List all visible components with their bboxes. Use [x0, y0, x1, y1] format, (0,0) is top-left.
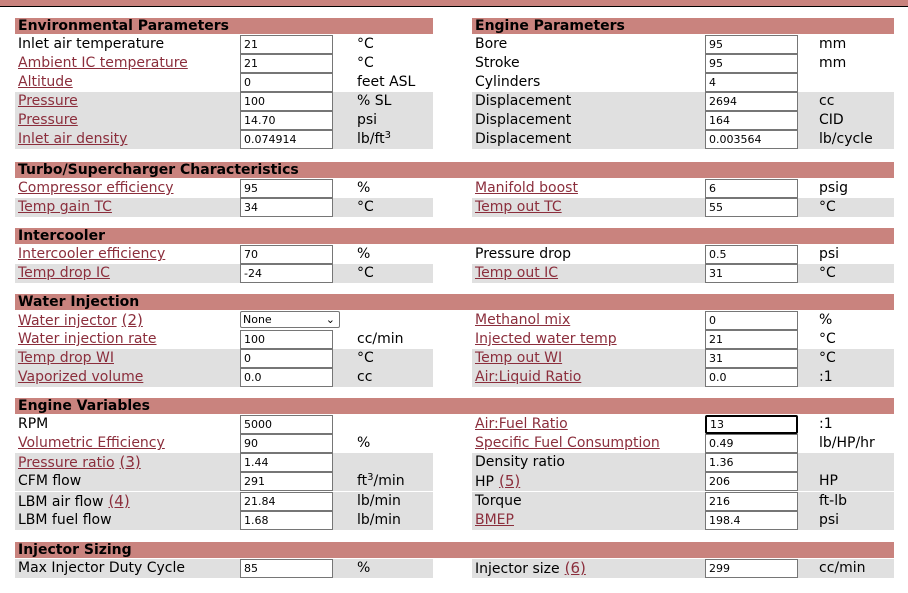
- displacement-lb-label: Displacement: [475, 131, 572, 147]
- lbm-air-flow-input[interactable]: [240, 492, 333, 511]
- row-hp: [472, 472, 894, 491]
- row-torque: [472, 492, 894, 511]
- inlet-air-temperature-input[interactable]: [240, 35, 333, 54]
- intercooler-efficiency-unit: %: [357, 246, 371, 262]
- ambient-ic-temperature-unit: °C: [357, 55, 374, 71]
- row-specific-fuel-consumption: [472, 434, 894, 453]
- row-inlet-air-temperature: [15, 35, 433, 54]
- injected-water-temp-unit: °C: [819, 331, 836, 347]
- torque-unit: ft-lb: [819, 493, 847, 509]
- inlet-air-density-unit: $lb/ft^3$: [357, 130, 392, 147]
- injected-water-temp-link[interactable]: Injected water temp: [475, 331, 617, 347]
- inlet-air-density-input[interactable]: [240, 130, 333, 149]
- section-header-injector-sizing: Injector Sizing: [15, 542, 894, 558]
- temp-gain-tc-unit: °C: [357, 199, 374, 215]
- density-ratio-label: Density ratio: [475, 454, 565, 470]
- displacement-lb-input[interactable]: [705, 130, 798, 149]
- pressure-drop-label: Pressure drop: [475, 246, 572, 262]
- lbm-air-flow-unit: lb/min: [357, 493, 401, 509]
- intercooler-efficiency-input[interactable]: [240, 245, 333, 264]
- hp-ref-link[interactable]: (5): [498, 472, 521, 490]
- intercooler-efficiency-link[interactable]: Intercooler efficiency: [18, 246, 166, 262]
- displacement-lb-unit: lb/cycle: [819, 131, 873, 147]
- bore-input[interactable]: [705, 35, 798, 54]
- bmep-unit: psi: [819, 512, 840, 528]
- row-ambient-ic-temperature: [15, 54, 433, 73]
- row-air-fuel-ratio: [472, 415, 894, 434]
- cfm-flow-input[interactable]: [240, 472, 333, 491]
- row-cfm-flow: [15, 472, 433, 491]
- air-liquid-ratio-link[interactable]: Air:Liquid Ratio: [475, 369, 582, 385]
- rpm-label: RPM: [18, 416, 49, 432]
- temp-gain-tc-input[interactable]: [240, 198, 333, 217]
- temp-out-ic-unit: °C: [819, 265, 836, 281]
- row-injected-water-temp: [472, 330, 894, 349]
- inlet-air-temperature-unit: °C: [357, 36, 374, 52]
- row-inlet-air-density: [15, 130, 433, 149]
- row-vaporized-volume: [15, 368, 433, 387]
- row-rpm: [15, 415, 433, 434]
- ambient-ic-temperature-link[interactable]: Ambient IC temperature: [18, 55, 188, 71]
- row-temp-out-wi: [472, 349, 894, 368]
- altitude-unit: feet ASL: [357, 74, 416, 90]
- row-max-injector-duty-cycle: [15, 559, 433, 578]
- water-injector-label-wrap: [18, 312, 143, 330]
- row-water-injector: [15, 311, 433, 330]
- pressure-ratio-label-wrap: [18, 454, 141, 472]
- manifold-boost-input[interactable]: [705, 179, 798, 198]
- temp-drop-wi-input[interactable]: [240, 349, 333, 368]
- injected-water-temp-input[interactable]: [705, 330, 798, 349]
- displacement-cid-unit: CID: [819, 112, 844, 128]
- row-temp-drop-ic: [15, 264, 433, 283]
- water-injector-selected: None: [243, 313, 272, 326]
- volumetric-efficiency-input[interactable]: [240, 434, 333, 453]
- cfm-flow-label: CFM flow: [18, 473, 82, 489]
- water-injection-rate-link[interactable]: Water injection rate: [18, 331, 157, 347]
- row-altitude: [15, 73, 433, 92]
- air-liquid-ratio-unit: :1: [819, 369, 833, 385]
- torque-input[interactable]: [705, 492, 798, 511]
- section-header-intercooler: Intercooler: [15, 228, 894, 244]
- bore-label: Bore: [475, 36, 508, 52]
- row-pressure-ratio: [15, 453, 433, 472]
- air-fuel-ratio-input[interactable]: [705, 415, 798, 434]
- air-liquid-ratio-input[interactable]: [705, 368, 798, 387]
- methanol-mix-unit: %: [819, 312, 833, 328]
- water-injector-select[interactable]: [240, 311, 340, 328]
- cylinders-input[interactable]: [705, 73, 798, 92]
- specific-fuel-consumption-link[interactable]: Specific Fuel Consumption: [475, 435, 660, 451]
- inlet-air-density-link[interactable]: Inlet air density: [18, 131, 128, 147]
- displacement-cc-unit: cc: [819, 93, 835, 109]
- altitude-input[interactable]: [240, 73, 333, 92]
- pressure-psi-link[interactable]: Pressure: [18, 112, 78, 128]
- displacement-cid-label: Displacement: [475, 112, 572, 128]
- row-methanol-mix: [472, 311, 894, 330]
- pressure-sl-input[interactable]: [240, 92, 333, 111]
- row-bmep: [472, 511, 894, 530]
- row-compressor-efficiency: [15, 179, 433, 198]
- inlet-air-temperature-label: Inlet air temperature: [18, 36, 165, 52]
- max-injector-duty-cycle-unit: %: [357, 560, 371, 576]
- lbm-fuel-flow-label: LBM fuel flow: [18, 512, 112, 528]
- pressure-psi-unit: psi: [357, 112, 378, 128]
- chevron-down-icon: ⌄: [325, 313, 335, 326]
- bore-unit: mm: [819, 36, 847, 52]
- row-temp-out-tc: [472, 198, 894, 217]
- compressor-efficiency-unit: %: [357, 180, 371, 196]
- water-injection-rate-input[interactable]: [240, 330, 333, 349]
- cfm-flow-unit: $ft^3/\min$: [357, 472, 405, 489]
- temp-out-tc-unit: °C: [819, 199, 836, 215]
- pressure-ratio-link[interactable]: Pressure ratio: [18, 455, 115, 471]
- row-temp-out-ic: [472, 264, 894, 283]
- row-bore: [472, 35, 894, 54]
- temp-out-wi-input[interactable]: [705, 349, 798, 368]
- injector-size-ref-link[interactable]: (6): [564, 559, 586, 577]
- vaporized-volume-link[interactable]: Vaporized volume: [18, 369, 144, 385]
- water-injector-link[interactable]: Water injector: [18, 313, 117, 329]
- temp-drop-ic-input[interactable]: [240, 264, 333, 283]
- max-injector-duty-cycle-label: Max Injector Duty Cycle: [18, 560, 185, 576]
- altitude-link[interactable]: Altitude: [18, 74, 73, 90]
- manifold-boost-link[interactable]: Manifold boost: [475, 180, 578, 196]
- pressure-sl-unit: % SL: [357, 93, 392, 109]
- specific-fuel-consumption-unit: lb/HP/hr: [819, 435, 875, 451]
- compressor-efficiency-input[interactable]: [240, 179, 333, 198]
- stroke-input[interactable]: [705, 54, 798, 73]
- injector-size-label-wrap: [475, 560, 586, 578]
- row-intercooler-efficiency: [15, 245, 433, 264]
- pressure-sl-link[interactable]: Pressure: [18, 93, 78, 109]
- temp-gain-tc-link[interactable]: Temp gain TC: [18, 199, 112, 215]
- row-lbm-air-flow: [15, 492, 433, 511]
- hp-label-wrap: [475, 473, 520, 491]
- pressure-psi-input[interactable]: [240, 111, 333, 130]
- temp-out-wi-unit: °C: [819, 350, 836, 366]
- section-header-water-injection: Water Injection: [15, 294, 894, 310]
- row-displacement-lb: [472, 130, 894, 149]
- methanol-mix-link[interactable]: Methanol mix: [475, 312, 571, 328]
- cylinders-label: Cylinders: [475, 74, 541, 90]
- stroke-label: Stroke: [475, 55, 520, 71]
- row-density-ratio: [472, 453, 894, 472]
- pressure-drop-input[interactable]: [705, 245, 798, 264]
- rpm-input[interactable]: [240, 415, 333, 434]
- torque-label: Torque: [475, 493, 522, 509]
- specific-fuel-consumption-input[interactable]: [705, 434, 798, 453]
- section-header-engine-variables: Engine Variables: [15, 398, 894, 414]
- row-temp-gain-tc: [15, 198, 433, 217]
- temp-out-tc-link[interactable]: Temp out TC: [475, 199, 562, 215]
- row-volumetric-efficiency: [15, 434, 433, 453]
- injector-size-label: Injector size: [475, 561, 560, 577]
- displacement-cc-input[interactable]: [705, 92, 798, 111]
- row-air-liquid-ratio: [472, 368, 894, 387]
- water-injector-ref-link[interactable]: (2): [121, 311, 143, 329]
- row-pressure-drop: [472, 245, 894, 264]
- row-manifold-boost: [472, 179, 894, 198]
- row-pressure-psi: [15, 111, 433, 130]
- row-stroke: [472, 54, 894, 73]
- row-pressure-sl: [15, 92, 433, 111]
- lbm-air-flow-ref-link[interactable]: (4): [108, 492, 130, 510]
- row-displacement-cid: [472, 111, 894, 130]
- row-cylinders: [472, 73, 894, 92]
- pressure-drop-unit: psi: [819, 246, 840, 262]
- injector-size-input[interactable]: [705, 559, 798, 578]
- row-water-injection-rate: [15, 330, 433, 349]
- density-ratio-input[interactable]: [705, 453, 798, 472]
- stroke-unit: mm: [819, 55, 847, 71]
- temp-drop-ic-link[interactable]: Temp drop IC: [18, 265, 110, 281]
- hp-input[interactable]: [705, 472, 798, 491]
- row-injector-size: [472, 559, 894, 578]
- lbm-air-flow-label: LBM air flow: [18, 494, 104, 510]
- air-fuel-ratio-link[interactable]: Air:Fuel Ratio: [475, 416, 568, 432]
- temp-out-wi-link[interactable]: Temp out WI: [475, 350, 563, 366]
- section-header-engine-parameters: Engine Parameters: [472, 18, 894, 34]
- methanol-mix-input[interactable]: [705, 311, 798, 330]
- row-displacement-cc: [472, 92, 894, 111]
- temp-out-ic-input[interactable]: [705, 264, 798, 283]
- injector-size-unit: cc/min: [819, 560, 866, 576]
- max-injector-duty-cycle-input[interactable]: [240, 559, 333, 578]
- volumetric-efficiency-unit: %: [357, 435, 371, 451]
- vaporized-volume-unit: cc: [357, 369, 373, 385]
- pressure-ratio-ref-link[interactable]: (3): [119, 453, 141, 471]
- ambient-ic-temperature-input[interactable]: [240, 54, 333, 73]
- compressor-efficiency-link[interactable]: Compressor efficiency: [18, 180, 174, 196]
- row-lbm-fuel-flow: [15, 511, 433, 530]
- temp-out-tc-input[interactable]: [705, 198, 798, 217]
- pressure-ratio-input[interactable]: [240, 453, 333, 472]
- vaporized-volume-input[interactable]: [240, 368, 333, 387]
- manifold-boost-unit: psig: [819, 180, 848, 196]
- top-border: [0, 0, 908, 7]
- section-header-environmental: Environmental Parameters: [15, 18, 433, 34]
- temp-out-ic-link[interactable]: Temp out IC: [475, 265, 559, 281]
- bmep-link[interactable]: BMEP: [475, 512, 514, 528]
- hp-unit: HP: [819, 473, 838, 489]
- volumetric-efficiency-link[interactable]: Volumetric Efficiency: [18, 435, 165, 451]
- lbm-fuel-flow-unit: lb/min: [357, 512, 401, 528]
- displacement-cc-label: Displacement: [475, 93, 572, 109]
- hp-label: HP: [475, 474, 494, 490]
- temp-drop-wi-unit: °C: [357, 350, 374, 366]
- temp-drop-ic-unit: °C: [357, 265, 374, 281]
- displacement-cid-input[interactable]: [705, 111, 798, 130]
- air-fuel-ratio-unit: :1: [819, 416, 833, 432]
- bmep-input[interactable]: [705, 511, 798, 530]
- row-temp-drop-wi: [15, 349, 433, 368]
- lbm-fuel-flow-input[interactable]: [240, 511, 333, 530]
- water-injection-rate-unit: cc/min: [357, 331, 404, 347]
- lbm-air-flow-label-wrap: [18, 493, 130, 511]
- temp-drop-wi-link[interactable]: Temp drop WI: [18, 350, 114, 366]
- section-header-turbo: Turbo/Supercharger Characteristics: [15, 162, 894, 178]
